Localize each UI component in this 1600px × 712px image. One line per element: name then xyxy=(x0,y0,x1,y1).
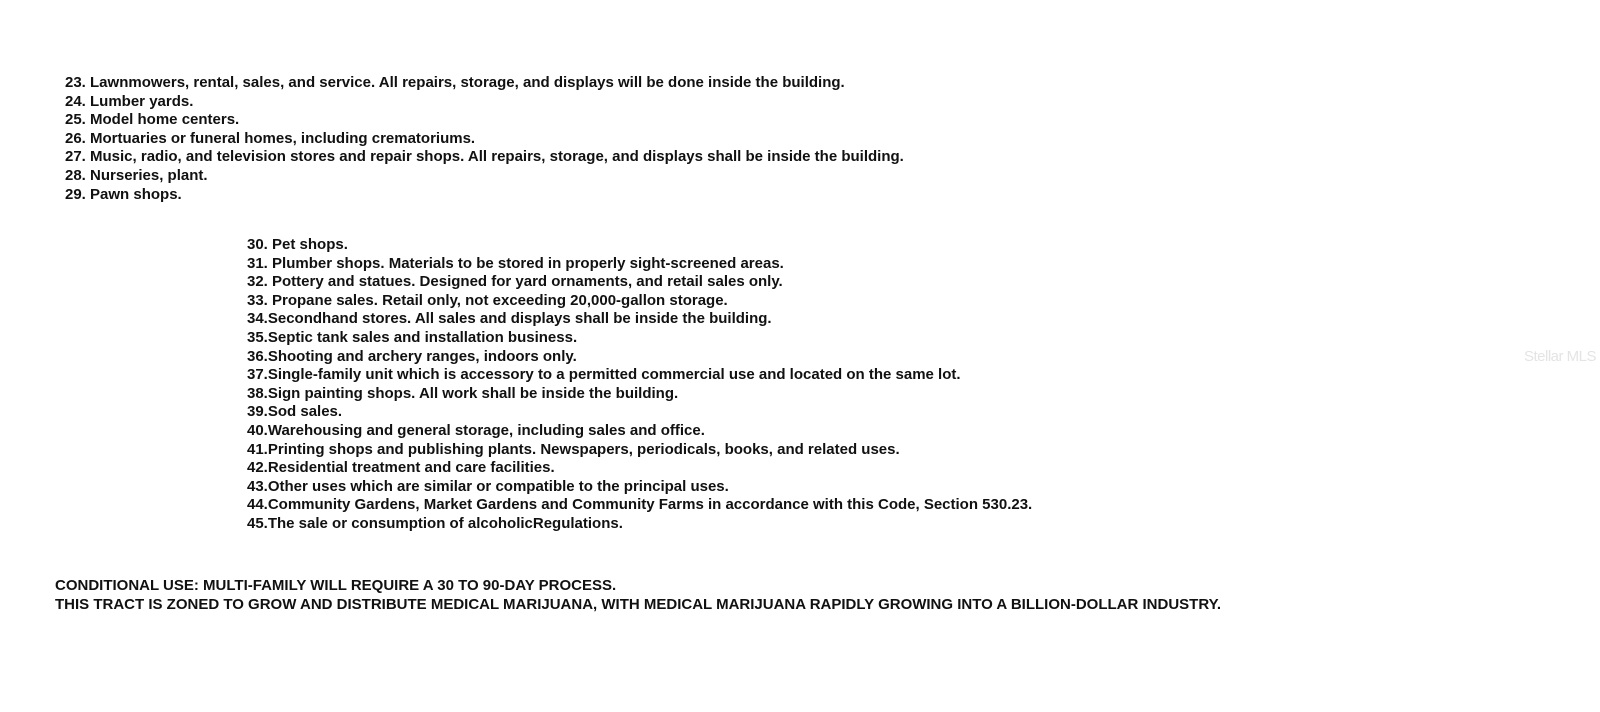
list-item: 24. Lumber yards. xyxy=(65,92,194,110)
permitted-uses-list-part2 xyxy=(247,236,1032,534)
list-item: 38.Sign painting shops. All work shall be inside the building. xyxy=(247,384,679,402)
list-item: 29. Pawn shops. xyxy=(65,185,182,203)
list-item: 25. Model home centers. xyxy=(65,111,240,129)
watermark: Stellar MLS xyxy=(1523,348,1596,365)
list-item: 39.Sod sales. xyxy=(247,403,343,421)
list-item: 36.Shooting and archery ranges, indoors only. xyxy=(247,347,577,365)
list-item: 27. Music, radio, and television stores and repair shops. All repairs, storage, and displays shall be inside the building. xyxy=(65,148,904,166)
list-item: 43.Other uses which are similar or compatible to the principal uses. xyxy=(247,477,729,495)
list-item: 23. Lawnmowers, rental, sales, and service. All repairs, storage, and displays will be done inside the building. xyxy=(65,74,845,91)
list-item: 30. Pet shops. xyxy=(247,236,348,253)
list-item: 42.Residential treatment and care facilities. xyxy=(247,459,555,477)
list-item: 41.Printing shops and publishing plants. Newspapers, periodicals, books, and related uses. xyxy=(247,440,900,458)
list-item: 28. Nurseries, plant. xyxy=(65,166,208,184)
list-item: 31. Plumber shops. Materials to be stored in properly sight-screened areas. xyxy=(247,254,784,272)
list-item: 40.Warehousing and general storage, including sales and office. xyxy=(247,421,705,439)
list-item: 37.Single-family unit which is accessory to a permitted commercial use and located on the same lot. xyxy=(247,366,961,384)
conditional-use-statement: CONDITIONAL USE: MULTI-FAMILY WILL REQUIRE A 30 TO 90-DAY PROCESS. xyxy=(55,577,617,594)
zoning-statement: THIS TRACT IS ZONED TO GROW AND DISTRIBUTE MEDICAL MARIJUANA, WITH MEDICAL MARIJUANA RAPIDLY GROWING INTO A BILLION-DOLLAR INDUSTRY. xyxy=(55,595,1222,613)
list-item: 34.Secondhand stores. All sales and displays shall be inside the building. xyxy=(247,310,772,328)
list-item: 32. Pottery and statues. Designed for yard ornaments, and retail sales only. xyxy=(247,273,783,291)
list-item: 26. Mortuaries or funeral homes, including crematoriums. xyxy=(65,129,476,147)
list-item: 33. Propane sales. Retail only, not exceeding 20,000-gallon storage. xyxy=(247,291,728,309)
conditional-use-notes xyxy=(55,577,1221,614)
list-item: 44.Community Gardens, Market Gardens and Community Farms in accordance with this Code, Section 530.23. xyxy=(247,496,1033,514)
permitted-uses-list-part1 xyxy=(65,74,904,204)
list-item: 35.Septic tank sales and installation business. xyxy=(247,328,578,346)
list-item: 45.The sale or consumption of alcoholicRegulations. xyxy=(247,514,623,532)
